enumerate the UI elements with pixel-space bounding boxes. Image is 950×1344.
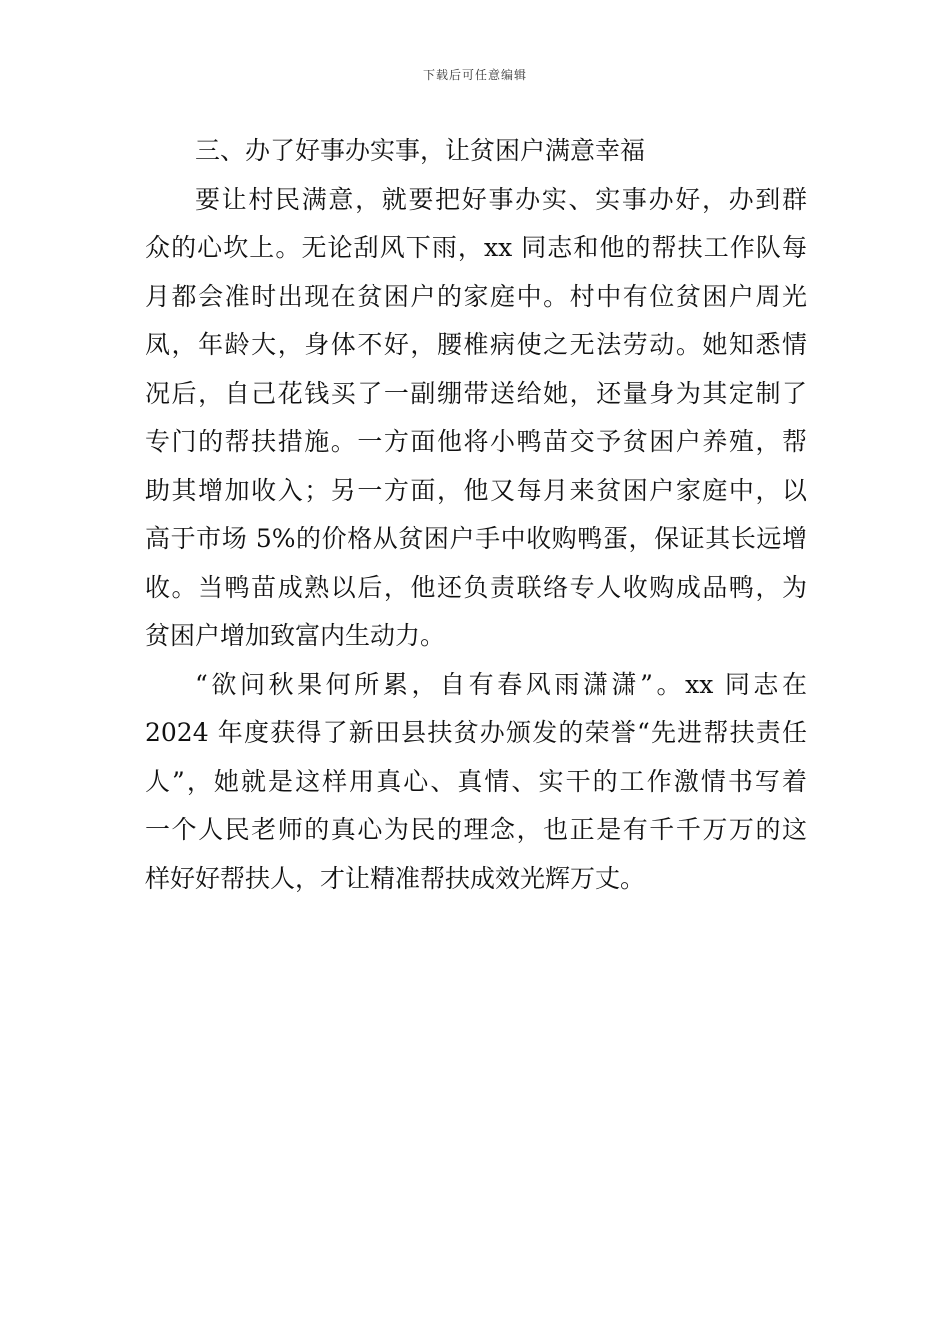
paragraph-line: 专门的帮扶措施。一方面他将小鸭苗交予贫困户养殖，帮: [145, 427, 807, 456]
paragraph-line: 人”，她就是这样用真心、真情、实干的工作激情书写着: [145, 766, 807, 796]
paragraph-line: 2024 年度获得了新田县扶贫办颁发的荣誉“先进帮扶责任: [145, 718, 807, 747]
paragraph-line: 一个人民老师的真心为民的理念，也正是有千千万万的这: [145, 815, 807, 844]
paragraph-line: 凤，年龄大，身体不好，腰椎病使之无法劳动。她知悉情: [145, 330, 807, 359]
paragraph-line: 高于市场 5%的价格从贫困户手中收购鸭蛋，保证其长远增: [145, 524, 807, 553]
paragraph-line: “欲问秋果何所累，自有春风雨潇潇”。xx 同志在: [195, 669, 807, 699]
paragraph-line: 众的心坎上。无论刮风下雨，xx 同志和他的帮扶工作队每: [145, 233, 807, 262]
paragraph-1: [145, 176, 807, 661]
paragraph-line: 况后，自己花钱买了一副绷带送给她，还量身为其定制了: [145, 378, 807, 408]
paragraph-line: 收。当鸭苗成熟以后，他还负责联络专人收购成品鸭，为: [145, 572, 807, 602]
paragraph-2: [145, 661, 807, 904]
paragraph-line: 助其增加收入；另一方面，他又每月来贫困户家庭中，以: [145, 475, 807, 505]
section-heading: 三、办了好事办实事，让贫困户满意幸福: [195, 136, 646, 165]
paragraph-line: 要让村民满意，就要把好事办实、实事办好，办到群: [195, 184, 807, 214]
paragraph-line: 贫困户增加致富内生动力。: [145, 621, 446, 650]
paragraph-line: 样好好帮扶人，才让精准帮扶成效光辉万丈。: [145, 863, 646, 893]
document-body: [145, 127, 807, 903]
paragraph-line: 月都会准时出现在贫困户的家庭中。村中有位贫困户周光: [145, 281, 807, 311]
header-note: 下载后可任意编辑: [422, 68, 527, 82]
